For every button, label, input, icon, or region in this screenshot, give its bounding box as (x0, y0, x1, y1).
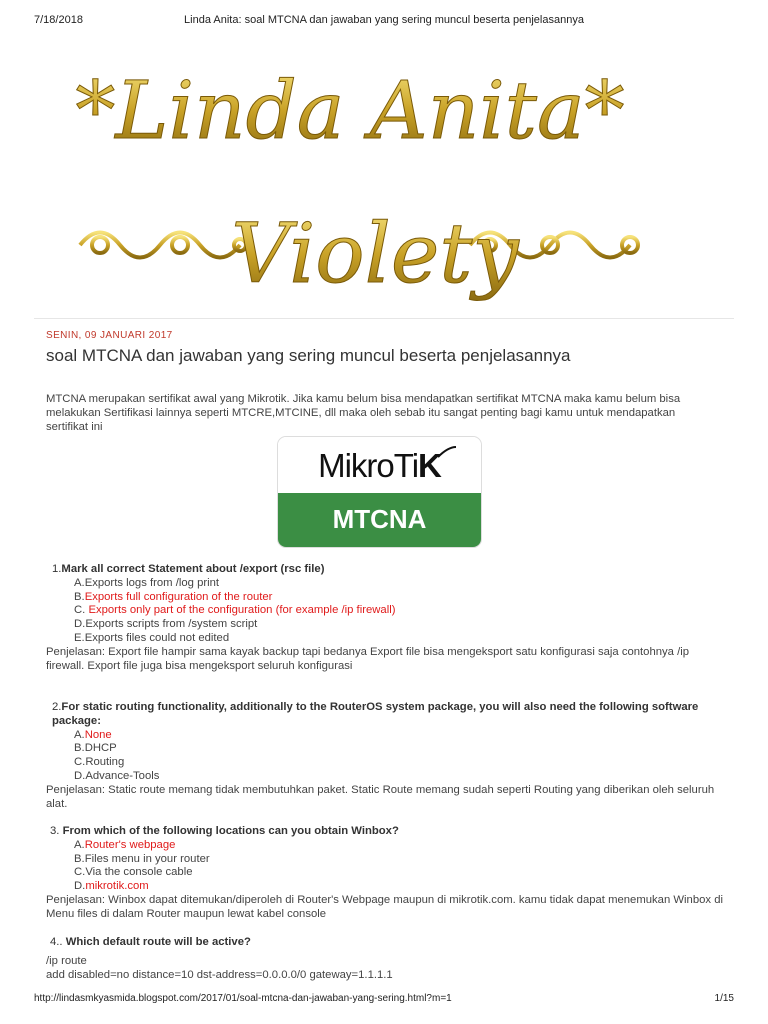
option-2c: C.Routing (74, 756, 125, 769)
option-1d: D.Exports scripts from /system script (74, 618, 258, 631)
question-block-2 (46, 701, 718, 811)
divider (34, 318, 734, 319)
code-line-2: add disabled=no distance=10 dst-address=0.0.0.0/0 gateway=1.1.1.1 (46, 969, 393, 981)
page-number: 1/15 (714, 993, 734, 1004)
question-text: 3. From which of the following locations can you obtain Winbox? (50, 825, 399, 837)
explanation-3: Penjelasan: Winbox dapat ditemukan/diperoleh di Router's Webpage maupun di mikrotik.com. kamu tidak dapat menemukan Winbox di Menu files di dalam Router maupun lewat kabel console (46, 893, 723, 920)
question-block-4 (46, 936, 726, 950)
explanation-1: Penjelasan: Export file hampir sama kayak backup tapi bedanya Export file bisa mengeksport satu konfigurasi saja contohnya /ip firewall. Export file juga bisa mengeksport seluruh konfigurasi (46, 645, 690, 672)
option-3c: C.Via the console cable (74, 866, 193, 879)
option-2d: D.Advance-Tools (74, 769, 160, 782)
option-3b: B.Files menu in your router (74, 852, 210, 865)
explanation-2: Penjelasan: Static route memang tidak membutuhkan paket. Static Route memang sudah seperti Routing yang diberikan oleh seluruh alat. (46, 783, 715, 810)
question-text: 2.For static routing functionality, additionally to the RouterOS system package, you will also need the following software package: (52, 701, 699, 727)
question-block-1 (46, 563, 726, 673)
wordmark-part-b: K (418, 447, 441, 484)
mikrotik-wordmark (278, 447, 481, 485)
banner-title-line1: *Linda Anita* (75, 64, 625, 157)
option-2b: B.DHCP (74, 742, 117, 755)
post-title: soal MTCNA dan jawaban yang sering muncul beserta penjelasannya (46, 346, 571, 365)
code-line-1: /ip route (46, 955, 87, 967)
print-url: http://lindasmkyasmida.blogspot.com/2017/01/soal-mtcna-dan-jawaban-yang-sering.html?m=1 (34, 993, 452, 1004)
option-1e: E.Exports files could not edited (74, 631, 230, 644)
blog-banner (40, 50, 660, 312)
post-date: SENIN, 09 JANUARI 2017 (46, 330, 173, 341)
post-intro: MTCNA merupakan sertifikat awal yang Mikrotik. Jika kamu belum bisa mendapatkan sertifikat MTCNA maka kamu belum bisa melakukan Sertifikasi lainnya seperti MTCRE,MTCINE, dll maka oleh sebab itu sangat penting bagi kamu untuk mendapatkan sertifikat ini (46, 393, 681, 434)
banner-title-line2: Violety (231, 207, 519, 302)
option-3a: A.Router's webpage (74, 838, 176, 851)
print-header (34, 14, 734, 28)
option-3d: D.mikrotik.com (74, 880, 149, 893)
option-2a: A.None (74, 728, 112, 741)
mikrotik-mtcna-logo (277, 436, 482, 548)
print-footer (34, 993, 734, 1004)
print-title: Linda Anita: soal MTCNA dan jawaban yang sering muncul beserta penjelasannya (184, 14, 584, 26)
question-text: 1.Mark all correct Statement about /export (rsc file) (52, 563, 325, 575)
option-1b: B.Exports full configuration of the router (74, 590, 273, 603)
print-date: 7/18/2018 (34, 14, 83, 26)
wordmark-part-a: MikroTi (318, 447, 419, 484)
ornament-left (80, 233, 246, 258)
question-text: 4.. Which default route will be active? (50, 936, 251, 948)
option-1c: C. Exports only part of the configuration (for example /ip firewall) (74, 604, 396, 617)
question-block-3 (46, 825, 726, 922)
option-1a: A.Exports logs from /log print (74, 576, 220, 589)
mtcna-caption: MTCNA (332, 504, 427, 534)
